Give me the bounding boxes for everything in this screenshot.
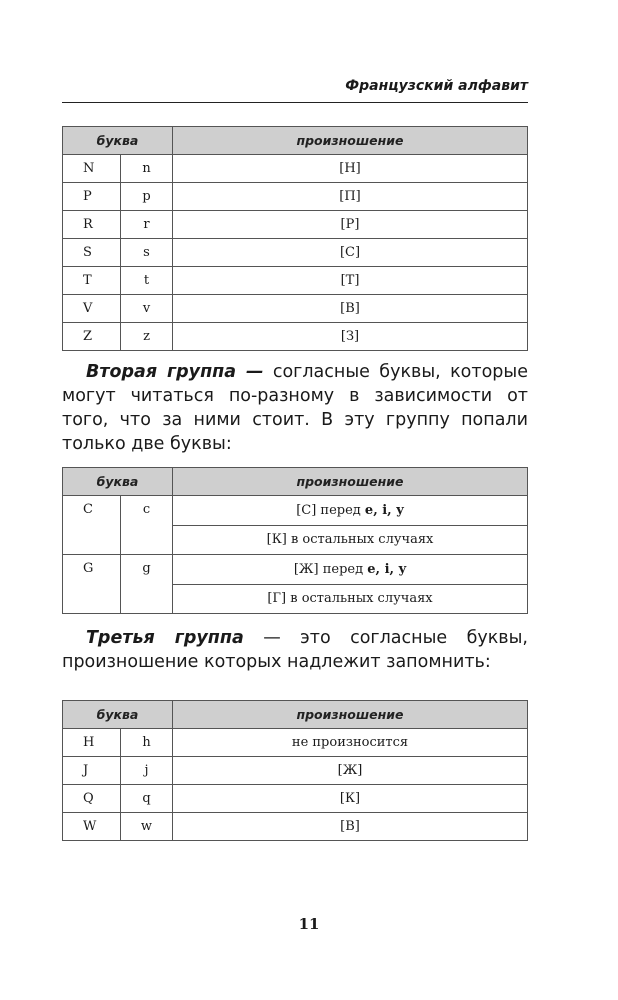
table-row [63,183,528,211]
paragraph-third-group [62,626,528,674]
uppercase-cell: C [63,496,121,555]
table-first-group [62,126,528,351]
pronunciation-cell: [В] [173,295,528,323]
column-header-pronunciation: произношение [173,468,528,496]
page-number: 11 [298,915,320,933]
lowercase-cell: q [121,785,173,813]
uppercase-cell: P [63,183,121,211]
pronunciation-letters: e, i, y [364,502,404,518]
uppercase-cell: V [63,295,121,323]
column-header-letter: буква [63,468,173,496]
pronunciation-text: [Ж] перед [293,561,368,577]
uppercase-cell: Z [63,323,121,351]
pronunciation-cell: не произносится [173,729,528,757]
table-row [63,155,528,183]
pronunciation-cell: [П] [173,183,528,211]
uppercase-cell: T [63,267,121,295]
lowercase-cell: t [121,267,173,295]
lowercase-cell: h [121,729,173,757]
pronunciation-cell: [В] [173,813,528,841]
uppercase-cell: G [63,555,121,614]
pronunciation-cell: [Т] [173,267,528,295]
column-header-pronunciation: произношение [173,127,528,155]
table-row [63,729,528,757]
paragraph-second-group [62,360,528,456]
uppercase-cell: N [63,155,121,183]
paragraph-emphasis: Третья группа [86,628,244,648]
pronunciation-cell: [Ж] [173,757,528,785]
paragraph-text: согласные буквы, которые могут читаться по-разному в зависимости от того, что за ними стоит. В эту группу попали только две буквы: [62,362,528,454]
uppercase-cell: J [63,757,121,785]
lowercase-cell: c [121,496,173,555]
pronunciation-cell: [Р] [173,211,528,239]
table-row [63,295,528,323]
lowercase-cell: s [121,239,173,267]
lowercase-cell: j [121,757,173,785]
pronunciation-cell: [К] в остальных случаях [173,525,528,555]
header-rule [62,102,528,103]
table-row [63,211,528,239]
pronunciation-cell: [С] [173,239,528,267]
lowercase-cell: z [121,323,173,351]
pronunciation-cell: [Н] [173,155,528,183]
table-row [63,757,528,785]
table-row [63,239,528,267]
pronunciation-text: [С] перед [296,502,365,518]
lowercase-cell: r [121,211,173,239]
table-row [63,267,528,295]
paragraph-emphasis: Вторая группа — [86,362,264,382]
pronunciation-letters: e, i, y [367,561,407,577]
uppercase-cell: R [63,211,121,239]
column-header-letter: буква [63,127,173,155]
pronunciation-cell: [З] [173,323,528,351]
column-header-letter: буква [63,701,173,729]
uppercase-cell: W [63,813,121,841]
pronunciation-cell [173,555,528,585]
table-row [63,785,528,813]
paragraph-text: — это согласные буквы, произношение которых надлежит запомнить: [62,628,528,672]
column-header-pronunciation: произношение [173,701,528,729]
table-row [63,813,528,841]
table-row [63,496,528,526]
uppercase-cell: H [63,729,121,757]
lowercase-cell: w [121,813,173,841]
pronunciation-cell [173,496,528,526]
table-row [63,323,528,351]
table-row [63,555,528,585]
table-second-group [62,467,528,614]
running-header: Французский алфавит [345,78,528,94]
pronunciation-cell: [К] [173,785,528,813]
table-third-group [62,700,528,841]
lowercase-cell: g [121,555,173,614]
uppercase-cell: Q [63,785,121,813]
lowercase-cell: n [121,155,173,183]
uppercase-cell: S [63,239,121,267]
lowercase-cell: v [121,295,173,323]
lowercase-cell: p [121,183,173,211]
pronunciation-cell: [Г] в остальных случаях [173,584,528,614]
